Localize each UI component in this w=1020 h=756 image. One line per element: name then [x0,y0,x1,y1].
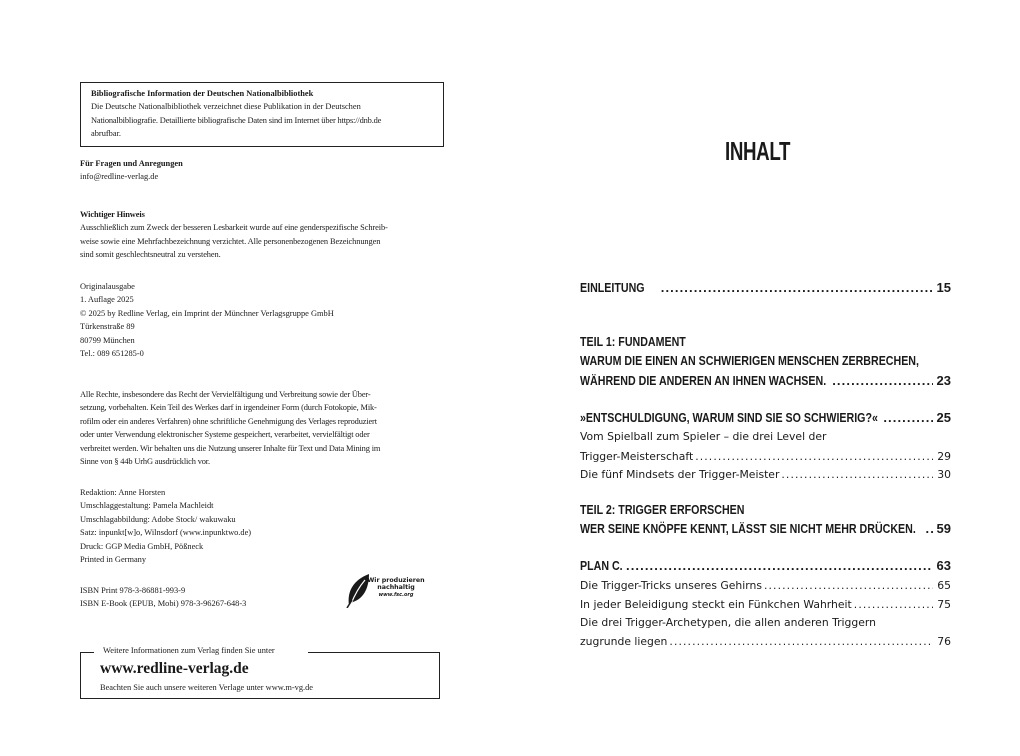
toc-page-number: 29 [937,450,951,463]
edition-line: © 2025 by Redline Verlag, ein Imprint der Münchner Verlagsgruppe GmbH [80,308,334,318]
toc-leader-dots [832,373,932,388]
rights-block [80,388,450,468]
notice-line: Ausschließlich zum Zweck der besseren Lesbarkeit wurde auf eine genderspezifische Schreib- [80,223,388,233]
page-title: INHALT [725,136,791,166]
toc-subentry-beleidigung[interactable] [580,598,951,611]
bibliographic-info-title: Bibliografische Information der Deutschen Nationalbibliothek [91,89,314,98]
toc-page-number: 30 [937,468,951,481]
credits-block [80,486,450,566]
rights-line: Alle Rechte, insbesondere das Recht der Vervielfältigung und Verbreitung sowie der Über- [80,390,371,399]
toc-page-number: 76 [937,635,951,648]
toc-subentry-title: zugrunde liegen [580,635,668,648]
toc-entry-title: WÄHREND DIE ANDEREN AN IHNEN WACHSEN. [580,373,827,388]
toc-subentry-title: Trigger-Meisterschaft [580,450,694,463]
bibliographic-info-box [80,82,444,147]
credits-line: Umschlaggestaltung: Pamela Machleidt [80,501,214,511]
bibliographic-info-line: Die Deutsche Nationalbibliothek verzeichnet diese Publikation in der Deutschen [91,102,361,112]
edition-line: Tel.: 089 651285-0 [80,349,144,359]
rights-line: Sinne von § 44b UrhG ausdrücklich vor. [80,457,210,467]
edition-line: Originalausgabe [80,282,135,291]
isbn-ebook: ISBN E-Book (EPUB, Mobi) 978-3-96267-648-3 [80,599,247,609]
isbn-print: ISBN Print 978-3-86881-993-9 [80,586,186,595]
credits-line: Druck: GGP Media GmbH, Pößneck [80,541,204,551]
badge-url: www.fsc.org [378,591,414,598]
credits-line: Umschlagabbildung: Adobe Stock/ wakuwaku [80,514,236,524]
toc-leader-dots [926,521,933,536]
toc-leader-dots [764,579,933,592]
toc-leader-dots [626,558,933,573]
edition-line: 1. Auflage 2025 [80,295,134,305]
toc-part-title-line: WARUM DIE EINEN AN SCHWIERIGEN MENSCHEN ZERBRECHEN, [580,353,919,368]
toc-leader-dots [669,635,933,648]
toc-part-label: TEIL 2: TRIGGER ERFORSCHEN [580,502,745,517]
toc-subentry-trigger-tricks[interactable] [580,579,951,592]
toc-entry-title: PLAN C. [580,558,623,573]
website-box-divider [80,652,94,653]
sustainability-badge [345,572,427,608]
publisher-website-link[interactable]: www.redline-verlag.de [100,660,249,677]
toc-entry-teil-1[interactable] [580,373,951,388]
bibliographic-info-line: Nationalbibliografie. Detaillierte bibliografische Daten sind im Internet über https://dnb.de [91,115,382,125]
notice-line: sind somit geschlechtsneutral zu verstehen. [80,250,221,260]
credits-line: Redaktion: Anne Horsten [80,488,166,497]
toc-entry-einleitung[interactable] [580,280,951,295]
badge-line: Wir produzieren [367,577,425,584]
toc-subentry-title: In jeder Beleidigung steckt ein Fünkchen Wahrheit [580,598,852,611]
toc-part-label: TEIL 1: FUNDAMENT [580,334,686,349]
toc-entry-teil-2[interactable] [580,521,951,536]
rights-line: oder unter Verwendung elektronischer Systeme gespeichert, verarbeitet, vervielfältigt oder [80,430,370,440]
toc-entry-plan-c[interactable] [580,558,951,573]
table-of-contents-page [510,0,1020,756]
toc-page-number: 15 [936,280,951,295]
toc-page-number: 63 [936,558,951,573]
rights-line: verbreitet werden. Wir behalten uns die Nutzung unserer Inhalte für Text und Data Mining im [80,443,381,453]
contact-email: info@redline-verlag.de [80,172,159,182]
edition-line: 80799 München [80,335,135,345]
edition-line: Türkenstraße 89 [80,322,135,332]
toc-entry-entschuldigung[interactable] [580,410,951,425]
website-box-label: Weitere Informationen zum Verlag finden Sie unter [100,646,278,655]
toc-subentry-line: Vom Spielball zum Spieler – die drei Level der [580,430,827,443]
toc-subentry-trigger-meisterschaft[interactable] [580,450,951,463]
rights-line: setzung, vorbehalten. Kein Teil des Werkes darf in irgendeiner Form (durch Fotokopie, Mik- [80,403,377,413]
credits-line: Printed in Germany [80,555,147,565]
toc-leader-dots [883,410,932,425]
notice-title: Wichtiger Hinweis [80,210,145,219]
toc-page-number: 25 [936,410,951,425]
toc-page-number: 59 [936,521,951,536]
toc-subentry-mindsets[interactable] [580,468,951,481]
toc-entry-title: »ENTSCHULDIGUNG, WARUM SIND SIE SO SCHWIERIG?« [580,410,878,425]
notice-block [80,208,450,262]
edition-block [80,280,450,360]
toc-subentry-title: Die fünf Mindsets der Trigger-Meister [580,468,780,481]
toc-leader-dots [781,468,933,481]
toc-subentry-archetypen[interactable] [580,635,951,648]
contact-title: Für Fragen und Anregungen [80,159,183,168]
notice-line: weise sowie eine Mehrfachbezeichnung verzichtet. Alle personenbezogenen Bezeichnungen [80,236,381,246]
badge-text [367,577,425,599]
toc-entry-title: EINLEITUNG [580,280,645,295]
toc-leader-dots [661,280,933,295]
rights-line: rofilm oder ein anderes Verfahren) ohne schriftliche Genehmigung des Verlages reproduziert [80,416,377,426]
website-box-note: Beachten Sie auch unsere weiteren Verlage unter www.m-vg.de [100,683,314,692]
toc-page-number: 75 [937,598,951,611]
contact-block [80,157,450,184]
bibliographic-info-line: abrufbar. [91,129,121,139]
toc-subentry-title: Die Trigger-Tricks unseres Gehirns [580,579,762,592]
toc-leader-dots [854,598,933,611]
toc-entry-title: WER SEINE KNÖPFE KENNT, LÄSST SIE NICHT MEHR DRÜCKEN. [580,521,916,536]
toc-subentry-line: Die drei Trigger-Archetypen, die allen anderen Triggern [580,616,876,629]
toc-page-number: 65 [937,579,951,592]
badge-line: nachhaltig [377,584,415,592]
credits-line: Satz: inpunkt[w]o, Wilnsdorf (www.inpunktwo.de) [80,528,252,538]
toc-leader-dots [695,450,933,463]
toc-page-number: 23 [936,373,951,388]
website-box-divider [308,652,439,653]
